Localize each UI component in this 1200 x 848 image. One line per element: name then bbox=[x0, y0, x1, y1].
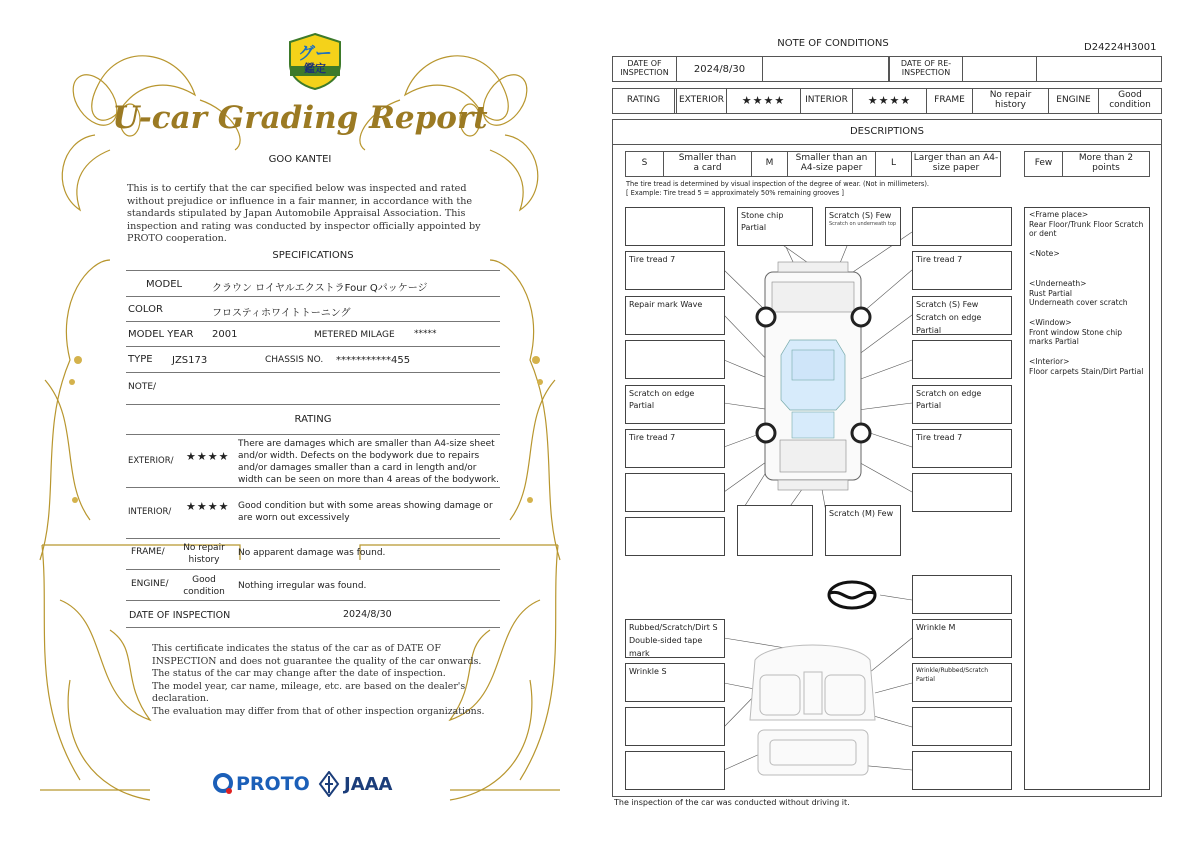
goo-kantei-badge bbox=[287, 32, 343, 90]
damage-text: Scratch (M) Few bbox=[829, 509, 894, 518]
color-value: フロスティホワイトトーニング bbox=[212, 308, 351, 319]
certificate-disclaimer bbox=[152, 643, 492, 718]
type-label: TYPE bbox=[128, 354, 153, 365]
exterior-stars: ★★★★ bbox=[727, 89, 801, 113]
damage-text: Tire tread 7 bbox=[916, 255, 963, 264]
proto-logo bbox=[212, 770, 310, 798]
damage-box bbox=[912, 575, 1012, 614]
interior-box-right bbox=[912, 619, 1012, 658]
damage-box-left bbox=[625, 296, 725, 335]
damage-subtext: Scratch on underneath top bbox=[829, 221, 897, 227]
damage-box bbox=[737, 505, 813, 556]
exterior-description: There are damages which are smaller than A4-size sheet and/or width. Defects on the bodywork due to repairs and/or damages smaller than a card in length and/or width can be seen on more than 4 areas of the bodywork. bbox=[238, 439, 499, 485]
frame-value: No repair history bbox=[973, 89, 1049, 113]
interior-description: Good condition but with some areas showing damage or are worn out excessively bbox=[238, 501, 493, 523]
note-line: Rear Floor/Trunk Floor Scratch or dent bbox=[1029, 219, 1144, 239]
type-value: JZS173 bbox=[172, 355, 208, 366]
specifications-heading: SPECIFICATIONS bbox=[272, 250, 354, 261]
legend-l-desc: Larger than an A4-size paper bbox=[913, 153, 999, 173]
chassis-label: CHASSIS NO. bbox=[265, 355, 324, 365]
disclaimer-line: This certificate indicates the status of the car as of DATE OF bbox=[152, 643, 441, 654]
jaaa-logo-text: JAAA bbox=[344, 773, 393, 795]
damage-text: Scratch (S) Few bbox=[916, 300, 979, 309]
damage-text: Scratch (S) Few bbox=[829, 211, 892, 220]
exterior-stars: ★★★★ bbox=[186, 450, 230, 463]
interior-stars: ★★★★ bbox=[853, 89, 927, 113]
note-line bbox=[1029, 259, 1145, 269]
model-label: MODEL bbox=[146, 279, 183, 290]
date-of-reinspection-label: DATE OF RE-INSPECTION bbox=[889, 57, 963, 81]
chassis-value: ***********455 bbox=[336, 355, 411, 366]
proto-logo-text: PROTO bbox=[236, 773, 310, 795]
note-line bbox=[1029, 269, 1145, 279]
damage-text: Double-sided tape mark bbox=[629, 635, 703, 658]
note-of-conditions bbox=[600, 0, 1200, 848]
damage-box bbox=[912, 707, 1012, 746]
interior-label: INTERIOR bbox=[801, 89, 853, 113]
mileage-value: ***** bbox=[414, 329, 437, 339]
note-line: Floor carpets Stain/Dirt Partial bbox=[1029, 366, 1144, 376]
damage-box-left bbox=[625, 429, 725, 468]
model-year-value: 2001 bbox=[212, 329, 238, 340]
damage-text: Tire tread 7 bbox=[916, 433, 963, 442]
note-label: NOTE/ bbox=[128, 382, 157, 392]
engine-value: Good condition bbox=[1109, 90, 1151, 110]
damage-box bbox=[625, 340, 725, 379]
engine-label: ENGINE/ bbox=[131, 579, 169, 589]
engine-value: Good condition bbox=[183, 575, 225, 597]
damage-box bbox=[625, 473, 725, 512]
note-line: <Interior> bbox=[1029, 357, 1070, 367]
inspection-footer-note: The inspection of the car was conducted without driving it. bbox=[614, 798, 850, 807]
note-line: <Window> bbox=[1029, 317, 1072, 327]
badge-text-bottom: 鑑定 bbox=[304, 62, 326, 75]
damage-box bbox=[912, 473, 1012, 512]
damage-text: Scratch on edge Partial bbox=[916, 389, 982, 410]
note-line bbox=[1029, 347, 1145, 357]
damage-box-right bbox=[912, 296, 1012, 335]
frame-value: No repair history bbox=[183, 543, 225, 565]
interior-box-right bbox=[912, 663, 1012, 702]
damage-box bbox=[625, 707, 725, 746]
disclaimer-line: The model year, car name, mileage, etc. are based on the dealer's bbox=[152, 680, 466, 692]
frame-description: No apparent damage was found. bbox=[238, 548, 386, 558]
descriptions-heading: DESCRIPTIONS bbox=[849, 126, 925, 137]
damage-box bbox=[625, 751, 725, 790]
interior-label: INTERIOR/ bbox=[128, 507, 172, 517]
date-of-inspection-value: 2024/8/30 bbox=[343, 609, 392, 620]
proto-logo-mark bbox=[212, 772, 234, 796]
legend-few: Few bbox=[1025, 152, 1063, 176]
report-title: U-car Grading Report bbox=[112, 100, 488, 136]
rating-label: RATING bbox=[613, 89, 675, 113]
frame-label: FRAME/ bbox=[131, 547, 165, 557]
damage-text: Scratch on edge Partial bbox=[916, 312, 982, 335]
color-label: COLOR bbox=[128, 304, 163, 315]
exterior-label: EXTERIOR bbox=[677, 89, 727, 113]
mileage-label: METERED MILAGE bbox=[314, 330, 395, 340]
model-year-label: MODEL YEAR bbox=[128, 329, 194, 340]
damage-box-left bbox=[625, 251, 725, 290]
damage-box-right bbox=[912, 429, 1012, 468]
damage-text: Wrinkle S bbox=[629, 667, 667, 676]
tire-tread-example: [ Example: Tire tread 5 = approximately 50% remaining grooves ] bbox=[626, 189, 844, 197]
damage-text: Repair mark Wave bbox=[629, 300, 703, 309]
interior-box-left bbox=[625, 663, 725, 702]
interior-box-left bbox=[625, 619, 725, 658]
damage-box-top bbox=[825, 207, 901, 246]
rating-heading: RATING bbox=[294, 414, 332, 425]
legend-m-desc: Smaller than an A4-size paper bbox=[788, 152, 876, 176]
frame-label: FRAME bbox=[927, 89, 973, 113]
steering-wheel-icon bbox=[829, 582, 875, 608]
disclaimer-line: declaration. bbox=[152, 693, 209, 704]
jaaa-logo-mark bbox=[318, 771, 340, 797]
damage-box bbox=[912, 751, 1012, 790]
damage-box-right bbox=[912, 251, 1012, 290]
date-of-inspection-label: DATE OF INSPECTION bbox=[129, 610, 231, 621]
engine-description: Nothing irregular was found. bbox=[238, 581, 367, 591]
conditions-title: NOTE OF CONDITIONS bbox=[777, 38, 889, 49]
car-top-view bbox=[757, 262, 870, 490]
tire-tread-note: The tire tread is determined by visual inspection of the degree of wear. (Not in millimeters). bbox=[626, 180, 930, 188]
note-line: Rust Partial bbox=[1029, 288, 1072, 298]
damage-text: Wrinkle/Rubbed/Scratch Partial bbox=[916, 667, 988, 683]
jaaa-logo bbox=[318, 770, 393, 798]
damage-box bbox=[912, 207, 1012, 246]
damage-text: Tire tread 7 bbox=[629, 433, 676, 442]
interior-stars: ★★★★ bbox=[186, 500, 230, 513]
disclaimer-line: The evaluation may differ from that of other inspection organizations. bbox=[152, 705, 485, 717]
car-interior-view bbox=[750, 645, 875, 775]
damage-box bbox=[625, 517, 725, 556]
notes-panel bbox=[1024, 207, 1150, 790]
note-line: <Underneath> bbox=[1029, 278, 1087, 288]
damage-text: Scratch on edge Partial bbox=[629, 389, 695, 410]
disclaimer-line: INSPECTION and does not guarantee the quality of the car onwards. bbox=[152, 655, 482, 667]
badge-text-top: グー bbox=[298, 44, 332, 64]
date-of-inspection-label: DATE OF INSPECTION bbox=[613, 57, 677, 81]
legend-s: S bbox=[626, 152, 664, 176]
model-value: クラウン ロイヤルエクストラFour Qパッケージ bbox=[212, 283, 428, 294]
legend-s-desc: Smaller than a card bbox=[664, 152, 752, 176]
disclaimer-line: The status of the car may change after the date of inspection. bbox=[152, 668, 446, 679]
damage-text: Wrinkle M bbox=[916, 623, 956, 632]
damage-box-right bbox=[912, 385, 1012, 424]
report-subtitle: GOO KANTEI bbox=[268, 154, 332, 165]
certification-intro: This is to certify that the car specified below was inspected and rated without prejudice or influence in a fair manner, in accordance with the standards stipulated by Japan Automobile Appraisal Association. This inspection and rating was conducted by inspector officially appointed by PROTO cooperation. bbox=[127, 183, 481, 244]
legend-l: L bbox=[876, 152, 912, 176]
damage-text: Rubbed/Scratch/Dirt S bbox=[629, 623, 718, 632]
legend-m: M bbox=[752, 152, 788, 176]
damage-text: Stone chip Partial bbox=[741, 211, 784, 232]
damage-text: Tire tread 7 bbox=[629, 255, 676, 264]
note-line bbox=[1029, 308, 1145, 318]
note-line: Front window Stone chip marks Partial bbox=[1029, 327, 1123, 347]
note-line: <Note> bbox=[1029, 249, 1060, 259]
damage-box bbox=[912, 340, 1012, 379]
damage-box-top bbox=[737, 207, 813, 246]
note-line bbox=[1029, 239, 1145, 249]
legend-few-desc: More than 2 points bbox=[1078, 153, 1134, 173]
exterior-label: EXTERIOR/ bbox=[128, 456, 174, 466]
damage-box bbox=[625, 207, 725, 246]
note-line: <Frame place> bbox=[1029, 210, 1089, 219]
date-of-inspection-value: 2024/8/30 bbox=[677, 57, 763, 81]
damage-box-bottom bbox=[825, 505, 901, 556]
report-id: D24224H3001 bbox=[1084, 42, 1157, 53]
note-line: Underneath cover scratch bbox=[1029, 298, 1128, 308]
engine-label: ENGINE bbox=[1049, 89, 1099, 113]
damage-box-left bbox=[625, 385, 725, 424]
